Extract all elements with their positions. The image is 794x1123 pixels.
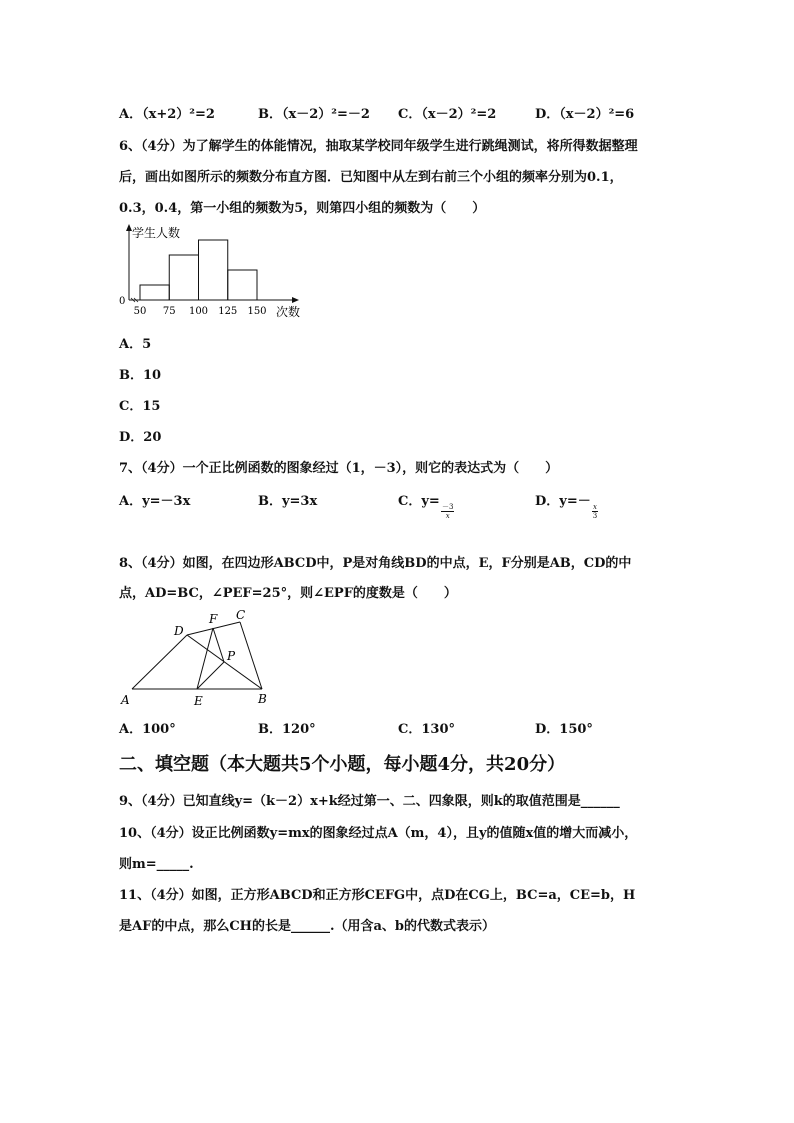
q6-stem-line1: 6、（4分）为了解学生的体能情况，抽取某学校同年级学生进行跳绳测试，将所得数据整理 [119, 139, 638, 154]
q10-stem-line2: 则m=_____. [119, 857, 194, 872]
x-tick-label: 75 [162, 306, 176, 317]
q5-option-d: D．（x－2）²=6 [535, 107, 635, 122]
label-C: C [236, 608, 246, 622]
q5-option-c: C．（x－2）²=2 [398, 107, 497, 122]
label-P: P [227, 649, 236, 663]
x-tick-label: 125 [218, 306, 238, 317]
segment-PF [213, 628, 224, 662]
x-tick-label: 150 [247, 306, 267, 317]
histogram-chart [112, 222, 312, 324]
diagonal-BD [187, 635, 262, 689]
q11-stem-line1: 11、（4分）如图，正方形ABCD和正方形CEFG中，点D在CG上，BC=a，CE=b，H [119, 888, 636, 903]
q6-option-a: A．5 [119, 337, 152, 352]
x-tick-label: 100 [188, 306, 209, 317]
q6-stem-line2: 后，画出如图所示的频数分布直方图．已知图中从左到右前三个小组的频率分别为0.1， [119, 170, 623, 185]
q6-option-c: C．15 [119, 399, 161, 414]
q7-option-a: A．y=－3x [119, 494, 191, 509]
q8-option-c: C．130° [398, 722, 455, 737]
q7-stem: 7、（4分）一个正比例函数的图象经过（1，－3），则它的表达式为（ ） [119, 461, 559, 476]
q7-option-d-fraction [592, 503, 598, 520]
label-F: F [209, 612, 218, 626]
label-E: E [194, 694, 203, 708]
q8-stem-line2: 点，AD=BC，∠PEF=25°，则∠EPF的度数是（ ） [119, 586, 457, 601]
q10-stem-line1: 10、（4分）设正比例函数y=mx的图象经过点A（m，4），且y的值随x值的增大而减小， [119, 826, 638, 841]
fraction-denominator: x [445, 512, 450, 520]
fraction-denominator: 3 [592, 512, 598, 520]
segment-DA [132, 635, 187, 689]
histogram-bar [228, 270, 257, 300]
segment-EF [197, 628, 213, 689]
q6-stem-line3: 0.3，0.4，第一小组的频数为5，则第四小组的频数为（ ） [119, 201, 486, 216]
x-tick-label: 50 [133, 306, 147, 317]
histogram-bar [169, 255, 198, 300]
origin-label: 0 [119, 296, 126, 307]
histogram-bar [140, 285, 169, 300]
q7-option-d: D．y=－ [535, 494, 591, 509]
q7-option-c: C．y= [398, 494, 440, 509]
q5-option-a: A．（x+2）²=2 [119, 107, 215, 122]
label-A: A [121, 693, 130, 707]
q8-option-b: B．120° [258, 722, 316, 737]
q11-stem-line2: 是AF的中点，那么CH的长是______.（用含a、b的代数式表示） [119, 919, 495, 934]
q6-option-b: B．10 [119, 368, 162, 383]
q5-option-b: B．（x－2）²=－2 [258, 107, 370, 122]
q8-stem-line1: 8、（4分）如图，在四边形ABCD中，P是对角线BD的中点，E，F分别是AB，CD的中 [119, 556, 632, 571]
quadrilateral-figure [112, 605, 282, 713]
q7-option-b: B．y=3x [258, 494, 318, 509]
label-D: D [174, 624, 184, 638]
y-axis-label: 学生人数 [132, 226, 181, 240]
fraction-numerator: －3 [442, 503, 454, 511]
x-axis-label: 次数 [276, 305, 301, 319]
segment-BC [240, 622, 262, 689]
q6-option-d: D．20 [119, 430, 162, 445]
q8-option-d: D．150° [535, 722, 593, 737]
q7-option-c-fraction [441, 503, 454, 520]
section-heading: 二、填空题（本大题共5个小题，每小题4分，共20分） [119, 754, 566, 775]
histogram-bar [199, 240, 228, 300]
q9-stem: 9、（4分）已知直线y=（k－2）x+k经过第一、二、四象限，则k的取值范围是______ [119, 794, 620, 809]
label-B: B [258, 692, 267, 706]
q8-option-a: A．100° [119, 722, 176, 737]
fraction-numerator: x [593, 503, 597, 511]
x-axis-arrow [292, 297, 299, 303]
